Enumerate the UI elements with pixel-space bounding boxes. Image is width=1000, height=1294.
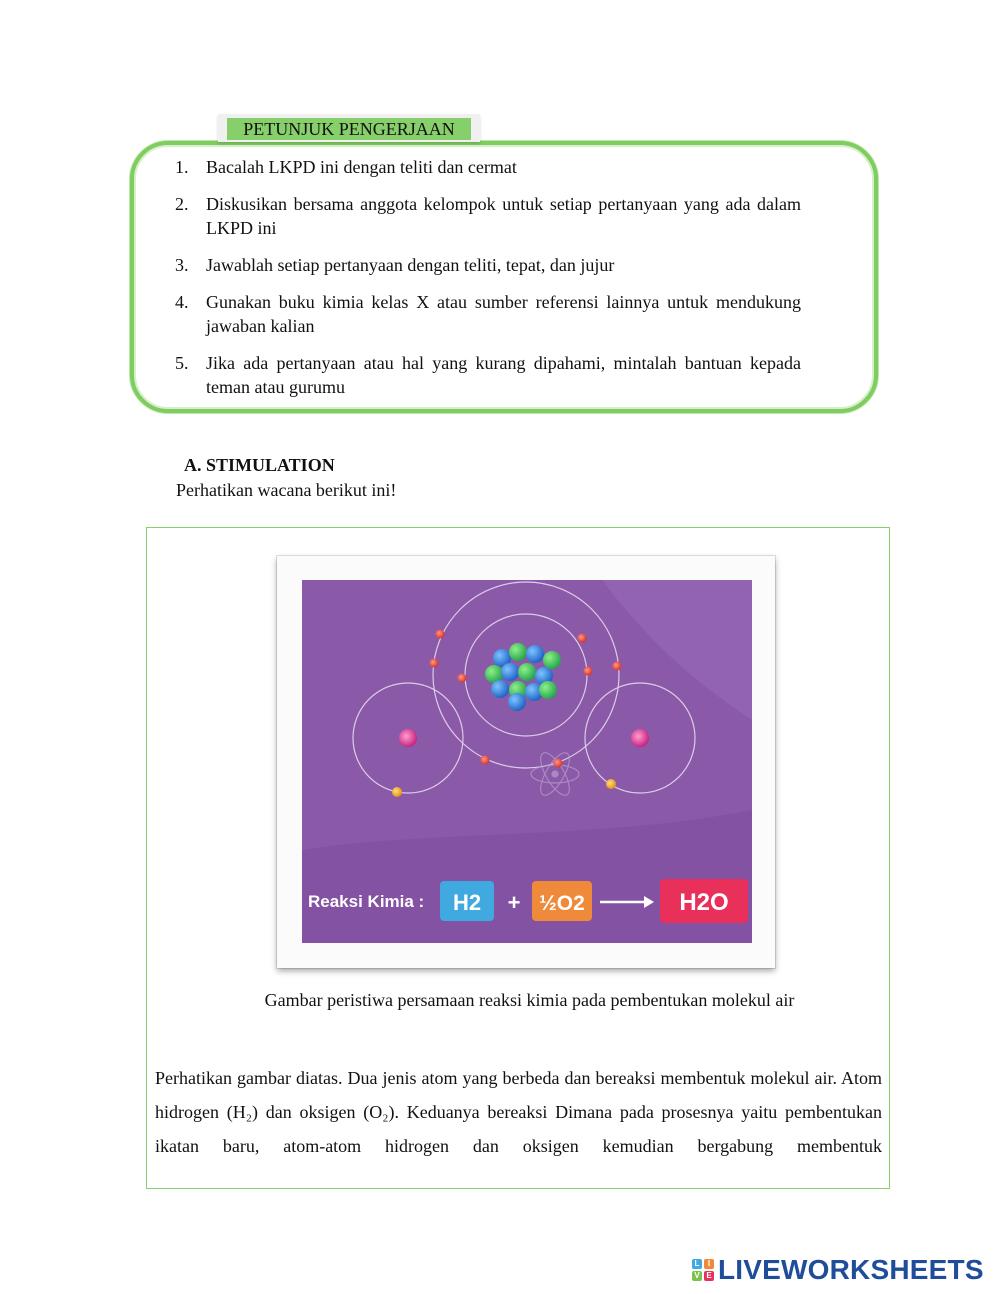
instructions-tab — [218, 114, 480, 142]
instruction-text: Jawablah setiap pertanyaan dengan teliti, tepat, dan jujur — [206, 255, 615, 275]
reading-paragraph: Perhatikan gambar diatas. Dua jenis atom yang berbeda dan bereaksi membentuk molekul air. Atom hidrogen (H₂) dan oksigen (O₂). Keduanya bereaksi Dimana pada prosesnya yaitu pembentukan ikatan baru, atom-atom hidrogen dan oksigen kemudian bergabung membentuk — [155, 1068, 882, 1156]
logo-letter: I — [704, 1259, 714, 1269]
instruction-text: Gunakan buku kimia kelas X atau sumber referensi lainnya untuk mendukung jawaban kalian — [206, 292, 801, 336]
instruction-text: Diskusikan bersama anggota kelompok untuk setiap pertanyaan yang ada dalam LKPD ini — [206, 194, 801, 238]
instructions-list — [175, 155, 801, 412]
instruction-text: Bacalah LKPD ini dengan teliti dan cermat — [206, 157, 517, 177]
section-title: A. STIMULATION — [184, 455, 335, 475]
logo-letter: V — [692, 1271, 702, 1281]
hydrogen-electron-left — [392, 787, 402, 797]
instruction-item — [175, 351, 801, 399]
instruction-item — [175, 253, 801, 277]
section-subtitle: Perhatikan wacana berikut ini! — [176, 480, 397, 500]
logo-grid-icon — [692, 1259, 714, 1281]
logo-letter: L — [692, 1259, 702, 1269]
logo-letter: E — [704, 1271, 714, 1281]
instruction-number: 5. — [175, 353, 189, 373]
h2-formula: H2 — [452, 890, 482, 915]
hydrogen-nucleus-left — [399, 729, 417, 747]
figure-caption: Gambar peristiwa persamaan reaksi kimia pada pembentukan molekul air — [264, 990, 795, 1010]
instructions-tab-label: PETUNJUK PENGERJAAN — [227, 118, 471, 140]
instruction-item — [175, 192, 801, 240]
instruction-number: 3. — [175, 255, 189, 275]
hydrogen-electron-right — [606, 779, 616, 789]
plus-sign-icon: + — [507, 890, 521, 915]
instruction-number: 1. — [175, 157, 189, 177]
instruction-text: Jika ada pertanyaan atau hal yang kurang dipahami, mintalah bantuan kepada teman atau gurumu — [206, 353, 801, 397]
h2o-formula: H2O — [679, 889, 729, 916]
reaction-label: Reaksi Kimia : — [308, 892, 425, 911]
logo-text: LIVEWORKSHEETS — [718, 1254, 984, 1285]
chemical-reaction-illustration — [302, 580, 752, 943]
instruction-item — [175, 290, 801, 338]
liveworksheets-logo — [692, 1255, 984, 1285]
instruction-number: 2. — [175, 194, 189, 214]
instruction-number: 4. — [175, 292, 189, 312]
o2-formula: ½O2 — [539, 892, 585, 915]
instruction-item — [175, 155, 801, 179]
hydrogen-nucleus-right — [631, 729, 649, 747]
